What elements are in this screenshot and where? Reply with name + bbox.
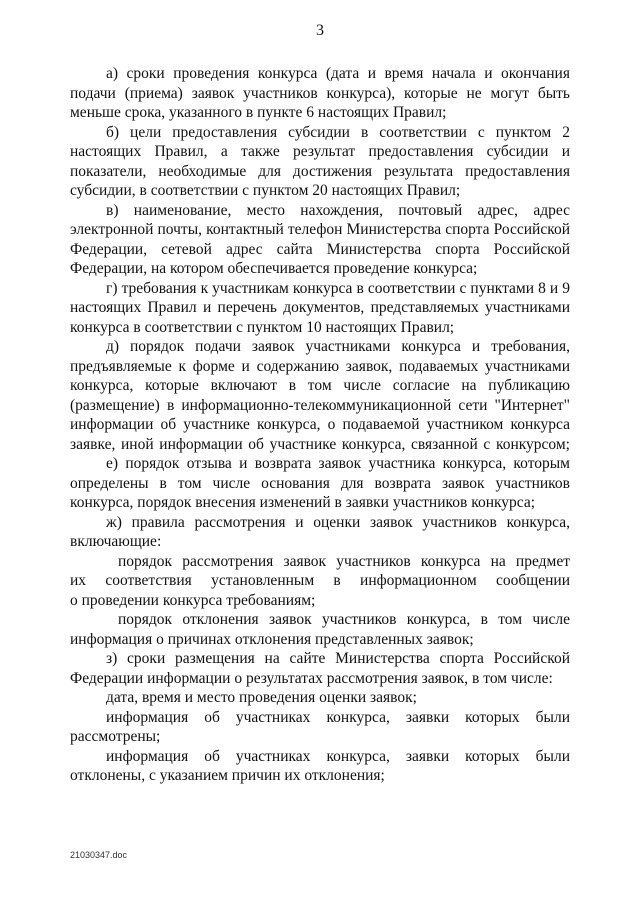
text-line: г) требования к участникам конкурса в соответствии с пунктами 8 и 9 <box>106 279 570 297</box>
text-line: рассмотрены; <box>70 728 161 745</box>
text-line: конкурса, порядок внесения изменений в заявки участников конкурса; <box>70 494 536 511</box>
text-line: конкурса в соответствии с пунктом 10 настоящих Правил; <box>70 318 455 336</box>
text-line: субсидии, в соответствии с пунктом 20 настоящих Правил; <box>70 182 461 199</box>
text-line: настоящих Правил и перечень документов, представляемых участниками <box>70 299 570 316</box>
text-line: отклонены, с указанием причин их отклонения; <box>70 767 385 784</box>
text-line: включающие: <box>70 533 162 550</box>
text-line: Федерации, на котором обеспечивается проведение конкурса; <box>70 260 478 277</box>
text-line: дата, время и место проведения оценки заявок; <box>106 689 417 706</box>
text-line: электронной почты, контактный телефон Министерства спорта Российской <box>70 221 570 238</box>
text-line: ж) правила рассмотрения и оценки заявок участников конкурса, <box>106 513 570 531</box>
text-line: предъявляемые к форме и содержанию заявок, подаваемых участниками <box>70 357 570 375</box>
text-line: порядок отклонения заявок участников конкурса, в том числе <box>118 611 570 628</box>
text-line: д) порядок подачи заявок участниками конкурса и требования, <box>106 338 570 355</box>
text-line: б) цели предоставления субсидии в соответствии с пунктом 2 <box>106 123 570 141</box>
text-line: а) сроки проведения конкурса (дата и время начала и окончания <box>106 65 570 82</box>
text-line: в) наименование, место нахождения, почтовый адрес, адрес <box>106 201 570 219</box>
text-line: конкурса, которые включают в том числе согласие на публикацию <box>70 377 570 394</box>
text-line: порядок рассмотрения заявок участников конкурса на предмет <box>118 552 570 570</box>
text-line: информация об участниках конкурса, заявки которых были <box>106 708 570 726</box>
text-line: информация об участниках конкурса, заявки которых были <box>106 747 570 765</box>
text-line: подачи (приема) заявок участников конкурса), которые не могут быть <box>70 84 570 102</box>
file-name-footer: 21030347.doc <box>70 850 128 860</box>
text-line: определены в том числе основания для возврата заявок участников <box>70 474 570 492</box>
text-line: Федерации, сетевой адрес сайта Министерства спорта Российской <box>70 240 570 258</box>
text-line: Федерации информации о результатах рассмотрения заявок, в том числе: <box>70 669 553 687</box>
text-line: о проведении конкурса требованиям; <box>70 591 316 609</box>
text-line: их соответствия установленным в информационном сообщении <box>70 572 570 589</box>
page-number: 3 <box>316 22 324 39</box>
text-line: меньше срока, указанного в пункте 6 настоящих Правил; <box>70 104 447 121</box>
text-line: настоящих Правил, а также результат предоставления субсидии и <box>70 143 570 160</box>
text-line: информации об участнике конкурса, о подаваемой участником конкурса <box>70 416 570 433</box>
text-line: информация о причинах отклонения представленных заявок; <box>70 630 474 648</box>
text-line: заявке, иной информации об участнике конкурса, связанной с конкурсом; <box>70 435 570 453</box>
text-line: е) порядок отзыва и возврата заявок участника конкурса, которым <box>106 455 570 472</box>
text-line: показатели, необходимые для достижения результата предоставления <box>70 162 570 180</box>
text-line: (размещение) в информационно-телекоммуникационной сети "Интернет" <box>70 396 570 414</box>
text-line: з) сроки размещения на сайте Министерства спорта Российской <box>106 650 570 667</box>
document-body <box>70 64 570 786</box>
